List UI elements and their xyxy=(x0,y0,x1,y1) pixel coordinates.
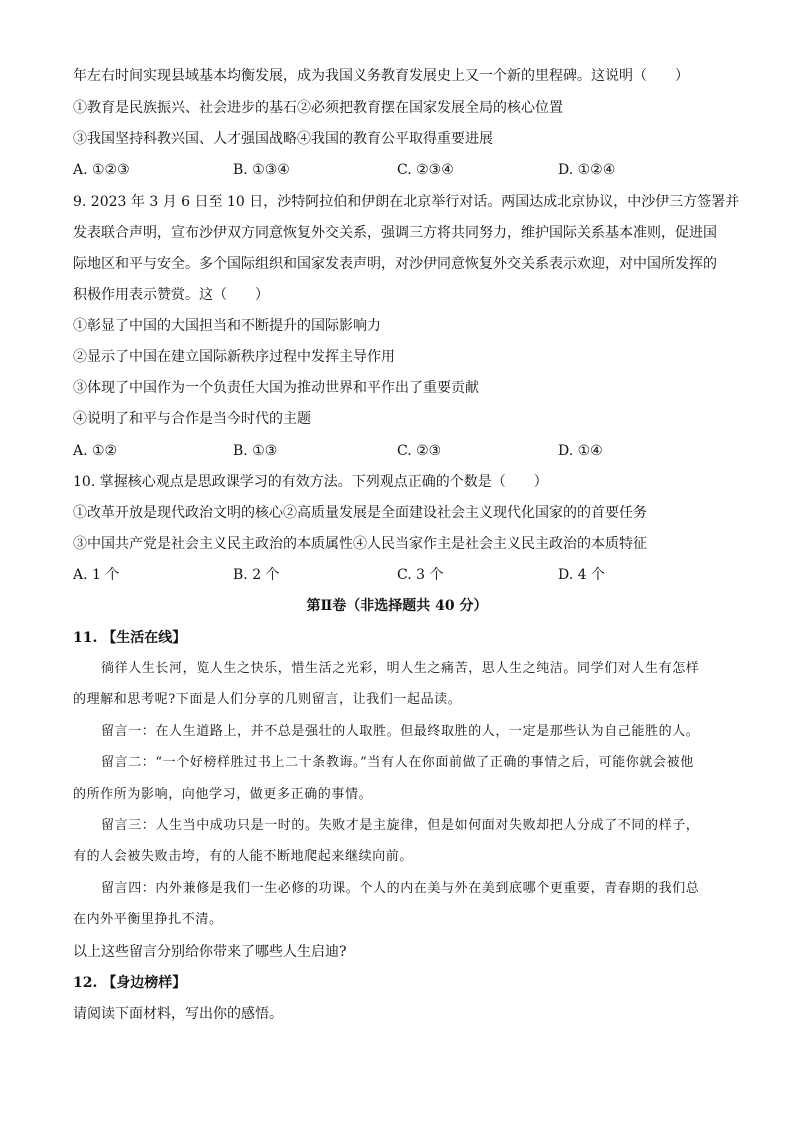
q10-item-1: ①改革开放是现代政治文明的核心②高质量发展是全面建设社会主义现代化国家的的首要任务 xyxy=(73,505,647,521)
q9-stem-line-1: 9. 2023 年 3 月 6 日至 10 日，沙特阿拉伯和伊朗在北京举行对话。两国达成北京协议，中沙伊三方签署并 xyxy=(73,194,740,210)
q8-option-b[interactable]: B. ①③④ xyxy=(233,162,290,178)
q8-option-d[interactable]: D. ①②④ xyxy=(558,162,616,178)
q8-stem-line: 年左右时间实现县域基本均衡发展，成为我国义务教育发展史上又一个新的里程碑。这说明（ ） xyxy=(73,68,689,84)
q9-item-4: ④说明了和平与合作是当今时代的主题 xyxy=(73,411,311,427)
q11-question: 以上这些留言分别给你带来了哪些人生启迪? xyxy=(73,944,347,960)
q8-item-1: ①教育是民族振兴、社会进步的基石②必须把教育摆在国家发展全局的核心位置 xyxy=(73,100,563,116)
q8-option-a[interactable]: A. ①②③ xyxy=(73,162,130,178)
q10-item-2: ③中国共产党是社会主义民主政治的本质属性④人民当家作主是社会主义民主政治的本质特征 xyxy=(73,536,647,552)
q12-heading: 12. 【身边榜样】 xyxy=(73,975,187,991)
section-title: 第Ⅱ卷（非选择题共 40 分） xyxy=(306,598,488,614)
q11-message-4-line-2: 在内外平衡里挣扎不清。 xyxy=(73,912,223,927)
q9-item-1: ①彰显了中国的大国担当和不断提升的国际影响力 xyxy=(73,318,381,334)
q8-item-2: ③我国坚持科教兴国、人才强国战略④我国的教育公平取得重要进展 xyxy=(73,131,493,147)
q11-message-3-line-2: 有的人会被失败击垮，有的人能不断地爬起来继续向前。 xyxy=(73,849,414,864)
q11-intro-line-2: 的理解和思考呢?下面是人们分享的几则留言，让我们一起品读。 xyxy=(73,692,462,707)
q9-option-a[interactable]: A. ①② xyxy=(73,443,118,459)
q9-option-d[interactable]: D. ①④ xyxy=(558,443,603,459)
q9-item-2: ②显示了中国在建立国际新秩序过程中发挥主导作用 xyxy=(73,349,395,365)
q8-option-c[interactable]: C. ②③④ xyxy=(397,162,454,178)
q11-message-1: 留言一：在人生道路上，并不总是强壮的人取胜。但最终取胜的人，一定是那些认为自己能胜的人。 xyxy=(101,724,700,739)
q12-prompt: 请阅读下面材料，写出你的感悟。 xyxy=(73,1006,283,1022)
q9-stem-line-3: 际地区和平与安全。多个国际组织和国家发表声明，对沙伊同意恢复外交关系表示欢迎，对中国所发挥的 xyxy=(73,256,717,272)
q11-heading: 11. 【生活在线】 xyxy=(73,630,187,646)
q11-message-3-line-1: 留言三：人生当中成功只是一时的。失败才是主旋律，但是如何面对失败却把人分成了不同的样子， xyxy=(101,818,700,833)
q11-message-4-line-1: 留言四：内外兼修是我们一生必修的功课。个人的内在美与外在美到底哪个更重要，青春期的我们总 xyxy=(101,881,700,896)
q9-stem-line-4: 积极作用表示赞赏。这（ ） xyxy=(73,287,269,303)
q9-stem-line-2: 发表联合声明，宣布沙伊双方同意恢复外交关系，强调三方将共同努力，维护国际关系基本准则，促进国 xyxy=(73,225,717,241)
q9-option-c[interactable]: C. ②③ xyxy=(397,443,442,459)
q11-intro-line-1: 徜徉人生长河，览人生之快乐，惜生活之光彩，明人生之痛苦，思人生之纯洁。同学们对人生有怎样 xyxy=(101,661,700,676)
q10-option-d[interactable]: D. 4 个 xyxy=(558,567,605,583)
q10-stem: 10. 掌握核心观点是思政课学习的有效方法。下列观点正确的个数是（ ） xyxy=(73,474,548,490)
q9-item-3: ③体现了中国作为一个负责任大国为推动世界和平作出了重要贡献 xyxy=(73,380,479,396)
q11-message-2-line-2: 的所作所为影响，向他学习，做更多正确的事情。 xyxy=(73,787,373,802)
q11-message-2-line-1: 留言二：“一个好榜样胜过书上二十条教诲。”当有人在你面前做了正确的事情之后，可能你就会被他 xyxy=(101,755,694,770)
q10-option-c[interactable]: C. 3 个 xyxy=(397,567,444,583)
q10-option-b[interactable]: B. 2 个 xyxy=(233,567,280,583)
q10-option-a[interactable]: A. 1 个 xyxy=(73,567,120,583)
q9-option-b[interactable]: B. ①③ xyxy=(233,443,278,459)
